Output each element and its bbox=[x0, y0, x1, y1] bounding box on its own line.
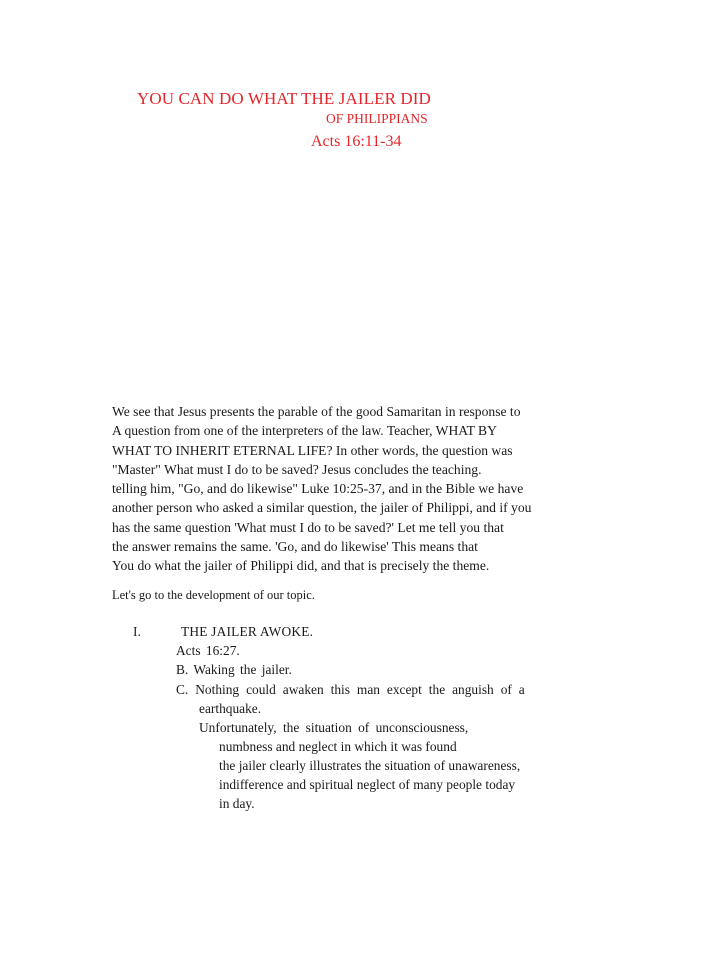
intro-line: another person who asked a similar question, the jailer of Philippi, and if you bbox=[112, 500, 532, 516]
intro-paragraph bbox=[112, 402, 672, 576]
intro-line: the answer remains the same. 'Go, and do likewise' This means that bbox=[112, 539, 478, 555]
outline-numeral: I. bbox=[133, 624, 141, 639]
outline-note-line: in day. bbox=[219, 796, 255, 811]
development-line: Let's go to the development of our topic. bbox=[112, 588, 315, 602]
intro-line: You do what the jailer of Philippi did, and that is precisely the theme. bbox=[112, 558, 490, 574]
outline-heading: THE JAILER AWOKE. bbox=[181, 624, 314, 639]
scripture-reference: Acts 16:11-34 bbox=[311, 133, 402, 150]
intro-line: telling him, "Go, and do likewise" Luke 10:25-37, and in the Bible we have bbox=[112, 481, 524, 497]
title-line-2: OF PHILIPPIANS bbox=[326, 111, 428, 126]
outline-note-line: indifference and spiritual neglect of many people today bbox=[219, 777, 516, 792]
outline-acts-reference: Acts 16:27. bbox=[176, 643, 240, 658]
intro-line: WHAT TO INHERIT ETERNAL LIFE? In other words, the question was bbox=[112, 442, 513, 458]
title-line-1: YOU CAN DO WHAT THE JAILER DID bbox=[137, 89, 431, 108]
intro-line: We see that Jesus presents the parable of the good Samaritan in response to bbox=[112, 404, 521, 419]
outline-point-c: C. Nothing could awaken this man except the anguish of a bbox=[176, 682, 525, 697]
outline-point-b: B. Waking the jailer. bbox=[176, 662, 292, 677]
intro-line: has the same question 'What must I do to be saved?' Let me tell you that bbox=[112, 519, 504, 535]
intro-line: "Master" What must I do to be saved? Jesus concludes the teaching. bbox=[112, 461, 482, 477]
outline-note-line: numbness and neglect in which it was found bbox=[219, 739, 457, 754]
intro-line: A question from one of the interpreters of the law. Teacher, WHAT BY bbox=[112, 423, 497, 439]
outline-note-line: Unfortunately, the situation of unconsciousness, bbox=[199, 720, 469, 735]
outline-note-line: the jailer clearly illustrates the situation of unawareness, bbox=[219, 758, 521, 773]
outline-point-c-continued: earthquake. bbox=[199, 701, 262, 716]
